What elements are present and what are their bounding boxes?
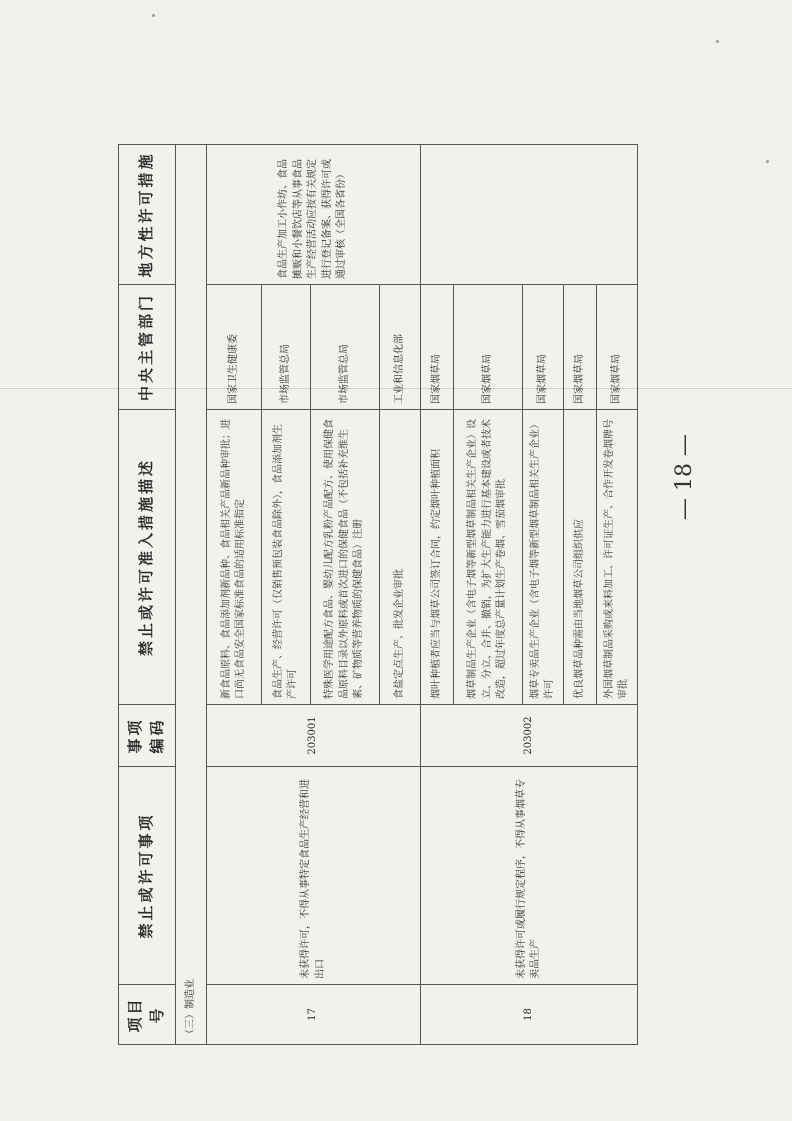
header-measure-desc: 禁止或许可准入措施描述 — [119, 410, 176, 705]
item-no-17: 17 — [207, 985, 421, 1045]
item-name-18: 未获得许可或履行规定程序，不得从事烟草专卖品生产 — [421, 767, 638, 985]
dept-cell: 国家卫生健康委 — [207, 285, 262, 410]
dept-cell: 市场监管总局 — [262, 285, 311, 410]
table-row — [207, 145, 262, 1045]
item-code-17: 203001 — [207, 705, 421, 767]
header-local-measure: 地方性许可措施 — [119, 145, 176, 285]
page-number: — 18 — — [672, 434, 697, 520]
speck — [152, 14, 155, 17]
header-prohibited-item: 禁止或许可事项 — [119, 767, 176, 985]
measure-cell: 新食品原料、食品添加剂新品种、食品相关产品新品种审批；进口尚无食品安全国家标准食品的适用标准指定 — [207, 410, 262, 705]
measure-cell: 烟叶种植者应当与烟草公司签订合同，约定烟叶种植面积 — [421, 410, 454, 705]
section-row — [176, 145, 207, 1045]
table-row — [421, 145, 454, 1045]
measure-cell: 优良烟草品种需由当地烟草公司组织供应 — [564, 410, 597, 705]
measure-cell: 食品生产、经营许可（仅销售预包装食品除外），食品添加剂生产许可 — [262, 410, 311, 705]
measure-cell: 烟草专卖品生产企业（含电子烟等新型烟草制品相关生产企业）许可 — [523, 410, 564, 705]
local-measure-18 — [421, 145, 638, 285]
measure-cell: 外国烟草制品采购或来料加工、许可证生产、合作开发卷烟牌号审批 — [597, 410, 638, 705]
local-measure-17: 食品生产加工小作坊、食品摊贩和小餐饮店等从事食品生产经营活动应按有关规定进行登记备案、获得许可或通过审核（全国各省份） — [207, 145, 421, 285]
dept-cell: 国家烟草局 — [564, 285, 597, 410]
item-name-17: 未获得许可，不得从事特定食品生产经营和进出口 — [207, 767, 421, 985]
measure-cell: 特殊医学用途配方食品、婴幼儿配方乳粉产品配方、使用保健食品原料目录以外原料或首次进口的保健食品（不包括补充维生素、矿物质等营养物质的保健食品）注册 — [311, 410, 380, 705]
item-no-18: 18 — [421, 985, 638, 1045]
header-item-code: 事项编码 — [119, 705, 176, 767]
measure-cell: 食盐定点生产、批发企业审批 — [380, 410, 421, 705]
dept-cell: 国家烟草局 — [523, 285, 564, 410]
table-header-row — [119, 145, 176, 1045]
speck — [716, 40, 719, 43]
header-central-dept: 中央主管部门 — [119, 285, 176, 410]
permit-table — [118, 144, 638, 1045]
measure-cell: 烟草制品生产企业（含电子烟等新型烟草制品相关生产企业）设立、分立、合并、撤销，为扩大生产能力进行基本建设或者技术改造，超过年度总产量计划生产卷烟、雪茄烟审批 — [454, 410, 523, 705]
dept-cell: 工业和信息化部 — [380, 285, 421, 410]
header-item-no: 项目号 — [119, 985, 176, 1045]
rotated-document — [118, 145, 778, 1045]
section-title: （三）制造业 — [176, 145, 207, 1045]
dept-cell: 国家烟草局 — [454, 285, 523, 410]
dept-cell: 国家烟草局 — [421, 285, 454, 410]
dept-cell: 国家烟草局 — [597, 285, 638, 410]
dept-cell: 市场监管总局 — [311, 285, 380, 410]
item-code-18: 203002 — [421, 705, 638, 767]
